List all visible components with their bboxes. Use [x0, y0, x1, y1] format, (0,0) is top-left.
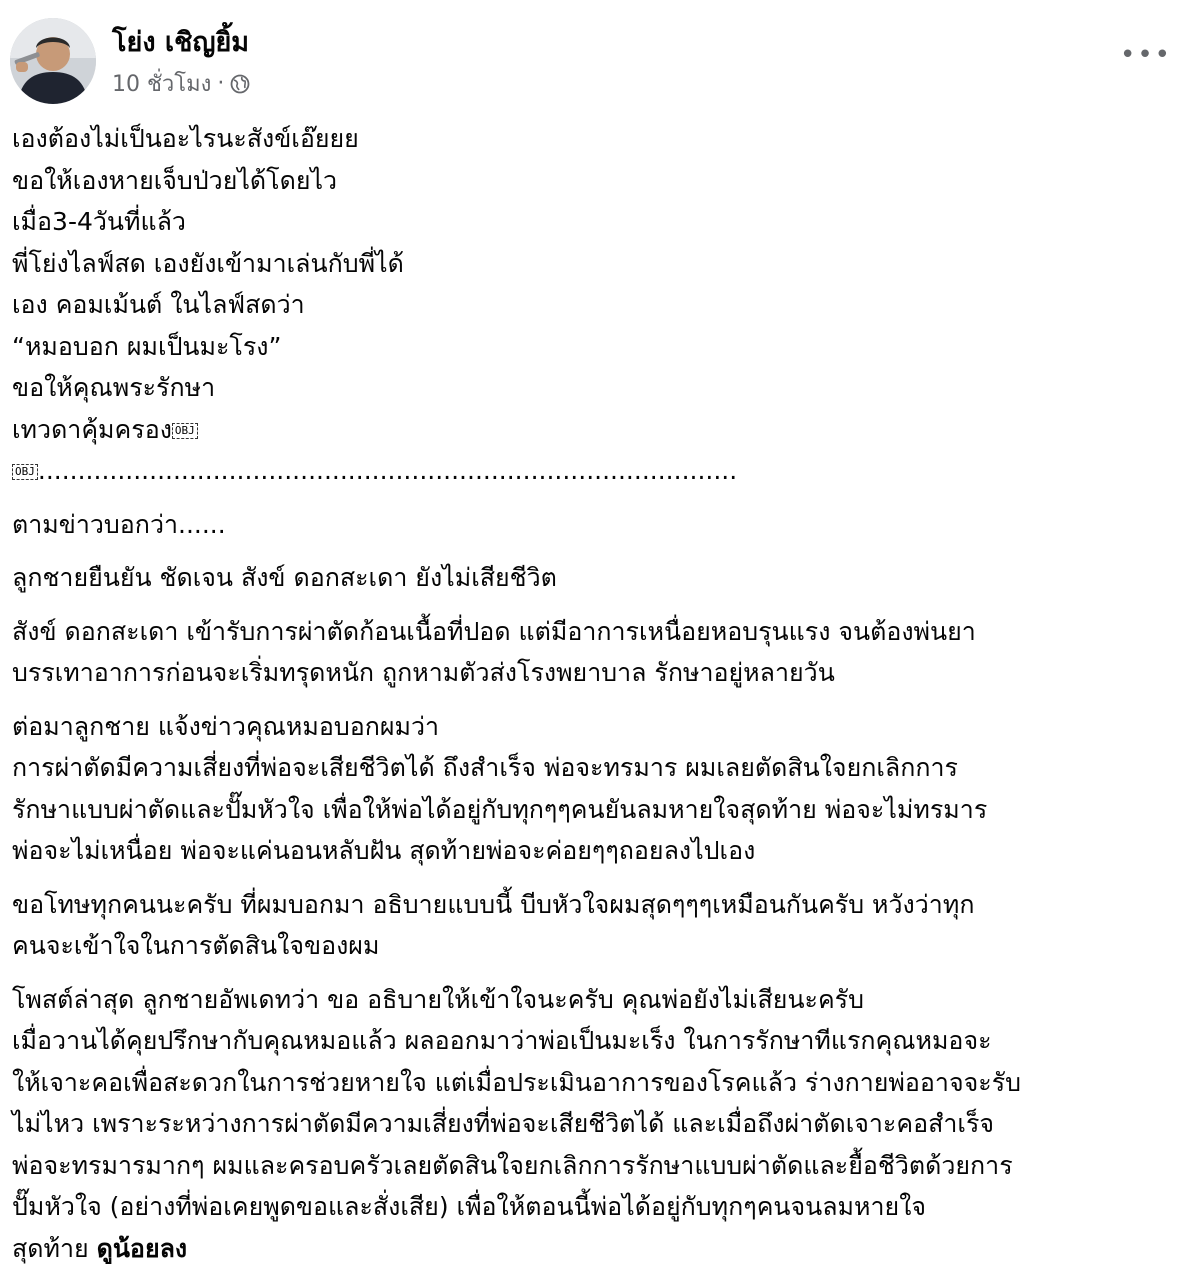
text-line: พี่โย่งไลฟ์สด เองยังเข้ามาเล่นกับพี่ได้	[12, 248, 404, 278]
paragraph	[12, 557, 1188, 599]
text-line: ลูกชายยืนยัน ชัดเจน สังข์ ดอกสะเดา ยังไม่เสียชีวิต	[12, 563, 557, 592]
text-line: ขอโทษทุกคนนะครับ ที่ผมบอกมา อธิบายแบบนี้ บีบหัวใจผมสุดๆๆๆเหมือนกันครับ หวังว่าทุก	[12, 889, 975, 919]
text-line: รักษาแบบผ่าตัดและปั๊มหัวใจ เพื่อให้พ่อได้อยู่กับทุกๆๆคนยันลมหายใจสุดท้าย พ่อจะไม่ทรมาร	[12, 794, 988, 824]
paragraph	[12, 504, 1188, 546]
author-name[interactable]: โย่ง เชิญยิ้ม	[112, 27, 250, 58]
post-meta	[112, 66, 250, 101]
text-line: เมื่อ3-4วันที่แล้ว	[12, 207, 186, 236]
text-line: พ่อจะไม่เหนื่อย พ่อจะแค่นอนหลับฝัน สุดท้ายพ่อจะค่อยๆๆถอยลงไปเอง	[12, 836, 756, 865]
text-line: เองต้องไม่เป็นอะไรนะสังข์เอ๊ยยย	[12, 124, 359, 153]
post-body	[12, 118, 1188, 1281]
intro-block	[12, 118, 1188, 492]
see-less-link[interactable]: ดูน้อยลง	[96, 1233, 188, 1263]
text-line: ขอให้เองหายเจ็บป่วยได้โดยไว	[12, 165, 338, 195]
avatar[interactable]	[10, 18, 96, 104]
text-line-last	[12, 1228, 1188, 1270]
text-line-with-emoji	[12, 409, 1188, 451]
text-line: ขอให้คุณพระรักษา	[12, 373, 216, 402]
paragraph	[12, 611, 1188, 694]
paragraph	[12, 979, 1188, 1270]
obj-placeholder-icon: OBJ	[12, 464, 38, 480]
text-line: ให้เจาะคอเพื่อสะดวกในการช่วยหายใจ แต่เมื่อประเมินอาการของโรคแล้ว ร่างกายพ่ออาจจะรับ	[12, 1067, 1021, 1097]
paragraph	[12, 706, 1188, 872]
more-options-button[interactable]: •••	[1119, 40, 1172, 70]
text-line: ตามข่าวบอกว่า......	[12, 509, 226, 539]
avatar-image	[10, 18, 96, 104]
globe-icon[interactable]	[230, 74, 250, 94]
post-time[interactable]: 10 ชั่วโมง	[112, 72, 212, 97]
text-line: พ่อจะทรมารมากๆ ผมและครอบครัวเลยตัดสินใจยกเลิกการรักษาแบบผ่าตัดและยื้อชีวิตด้วยการ	[12, 1150, 1013, 1180]
meta-separator: ·	[217, 71, 225, 96]
text-line: ไม่ไหว เพราะระหว่างการผ่าตัดมีความเสี่ยงที่พ่อจะเสียชีวิตได้ และเมื่อถึงผ่าตัดเจาะคอสำเร็จ	[12, 1109, 995, 1138]
text-line: ต่อมาลูกชาย แจ้งข่าวคุณหมอบอกผมว่า	[12, 711, 440, 741]
text-line: เอง คอมเม้นต์ ในไลฟ์สดว่า	[12, 290, 305, 319]
text-line: สังข์ ดอกสะเดา เข้ารับการผ่าตัดก้อนเนื้อที่ปอด แต่มีอาการเหนื่อยหอบรุนแรง จนต้องพ่นยา	[12, 616, 976, 646]
paragraph	[12, 884, 1188, 967]
dotted-line	[12, 450, 1188, 492]
text-line: การผ่าตัดมีความเสี่ยงที่พ่อจะเสียชีวิตได้ ถึงสำเร็จ พ่อจะทรมาร ผมเลยตัดสินใจยกเลิกการ	[12, 753, 958, 782]
text-line: “หมอบอก ผมเป็นมะโรง”	[12, 331, 282, 361]
text-line: โพสต์ล่าสุด ลูกชายอัพเดทว่า ขอ อธิบายให้เข้าใจนะครับ คุณพ่อยังไม่เสียนะครับ	[12, 984, 864, 1014]
obj-placeholder-icon: OBJ	[172, 423, 198, 439]
text-line: บรรเทาอาการก่อนจะเริ่มทรุดหนัก ถูกหามตัวส่งโรงพยาบาล รักษาอยู่หลายวัน	[12, 658, 835, 687]
text-line: คนจะเข้าใจในการตัดสินใจของผม	[12, 931, 380, 960]
text-line: สุดท้าย	[12, 1233, 97, 1263]
post-header	[10, 14, 1190, 106]
text-line: เทวดาคุ้มครอง	[12, 414, 172, 444]
text-line: เมื่อวานได้คุยปรึกษากับคุณหมอแล้ว ผลออกมาว่าพ่อเป็นมะเร็ง ในการรักษาทีแรกคุณหมอจะ	[12, 1026, 992, 1055]
dotted-separator: ........................................................................................	[37, 456, 738, 485]
text-line: ปั๊มหัวใจ (อย่างที่พ่อเคยพูดขอและสั่งเสีย) เพื่อให้ตอนนี้พ่อได้อยู่กับทุกๆคนจนลมหายใจ	[12, 1192, 927, 1221]
